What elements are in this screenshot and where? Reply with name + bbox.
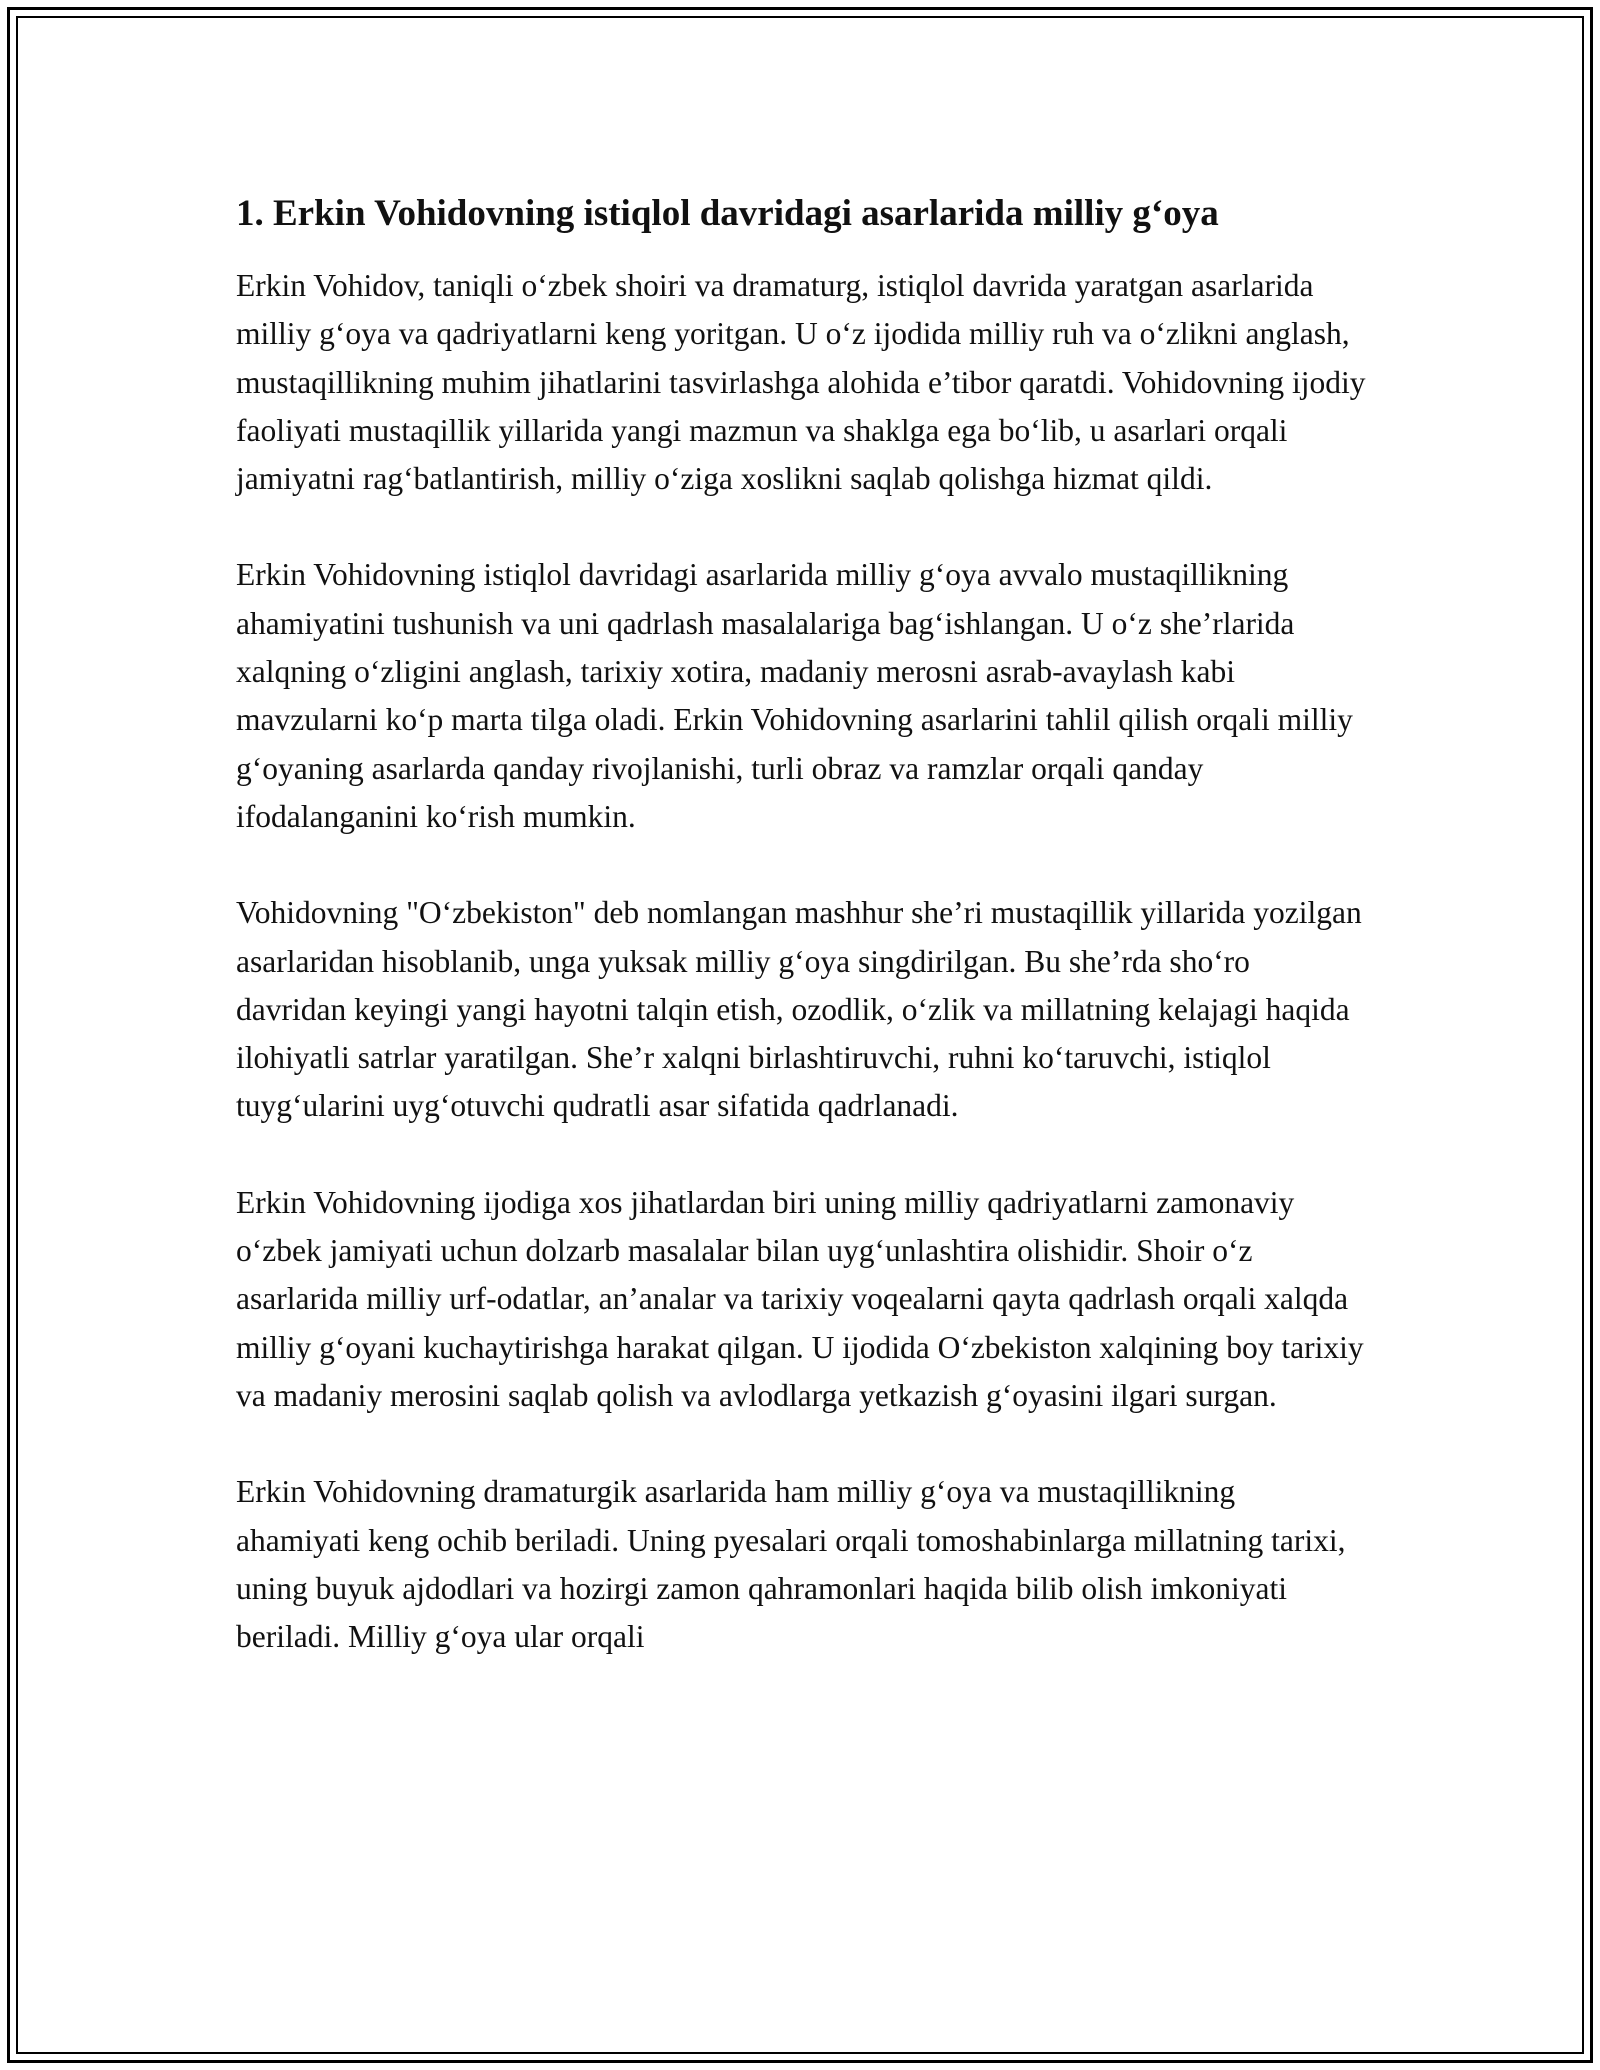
section-heading: 1. Erkin Vohidovning istiqlol davridagi asarlarida milliy g‘oya: [236, 193, 1219, 234]
paragraph-2: Erkin Vohidovning istiqlol davridagi asarlarida milliy g‘oya avvalo mustaqillikning ahamiyatini tushunish va uni qadrlash masalalariga bag‘ishlangan. U o‘z she’rlarida xalqning o‘zligini anglash, tarixiy xotira, madaniy merosni asrab-avaylash kabi mavzularni ko‘p marta tilga oladi. Erkin Vohidovning asarlarini tahlil qilish orqali milliy g‘oyaning asarlarda qanday rivojlanishi, turli obraz va ramzlar orqali qanday ifodalanganini ko‘rish mumkin.: [236, 557, 1353, 834]
paragraph-1: Erkin Vohidov, taniqli o‘zbek shoiri va dramaturg, istiqlol davrida yaratgan asarlarida milliy g‘oya va qadriyatlarni keng yoritgan. U o‘z ijodida milliy ruh va o‘zlikni anglash, mustaqillikning muhim jihatlarini tasvirlashga alohida e’tibor qaratdi. Vohidovning ijodiy faoliyati mustaqillik yillarida yangi mazmun va shaklga ega bo‘lib, u asarlari orqali jamiyatni rag‘batlantirish, milliy o‘ziga xoslikni saqlab qolishga hizmat qildi.: [236, 268, 1366, 497]
paragraph-3: Vohidovning "O‘zbekiston" deb nomlangan mashhur she’ri mustaqillik yillarida yozilgan asarlaridan hisoblanib, unga yuksak milliy g‘oya singdirilgan. Bu she’rda sho‘ro davridan keyingi yangi hayotni talqin etish, ozodlik, o‘zlik va millatning kelajagi haqida ilohiyatli satrlar yaratilgan. She’r xalqni birlashtiruvchi, ruhni ko‘taruvchi, istiqlol tuyg‘ularini uyg‘otuvchi qudratli asar sifatida qadrlanadi.: [236, 895, 1362, 1124]
document-content: [236, 186, 1366, 1661]
paragraph-4: Erkin Vohidovning ijodiga xos jihatlardan biri uning milliy qadriyatlarni zamonaviy o‘zbek jamiyati uchun dolzarb masalalar bilan uyg‘unlashtira olishidir. Shoir o‘z asarlarida milliy urf-odatlar, an’analar va tarixiy voqealarni qayta qadrlash orqali xalqda milliy g‘oyani kuchaytirishga harakat qilgan. U ijodida O‘zbekiston xalqining boy tarixiy va madaniy merosini saqlab qolish va avlodlarga yetkazish g‘oyasini ilgari surgan.: [236, 1184, 1364, 1413]
paragraph-5: Erkin Vohidovning dramaturgik asarlarida ham milliy g‘oya va mustaqillikning ahamiyati keng ochib beriladi. Uning pyesalari orqali tomoshabinlarga millatning tarixi, uning buyuk ajdodlari va hozirgi zamon qahramonlari haqida bilib olish imkoniyati beriladi. Milliy g‘oya ular orqali: [236, 1474, 1346, 1655]
